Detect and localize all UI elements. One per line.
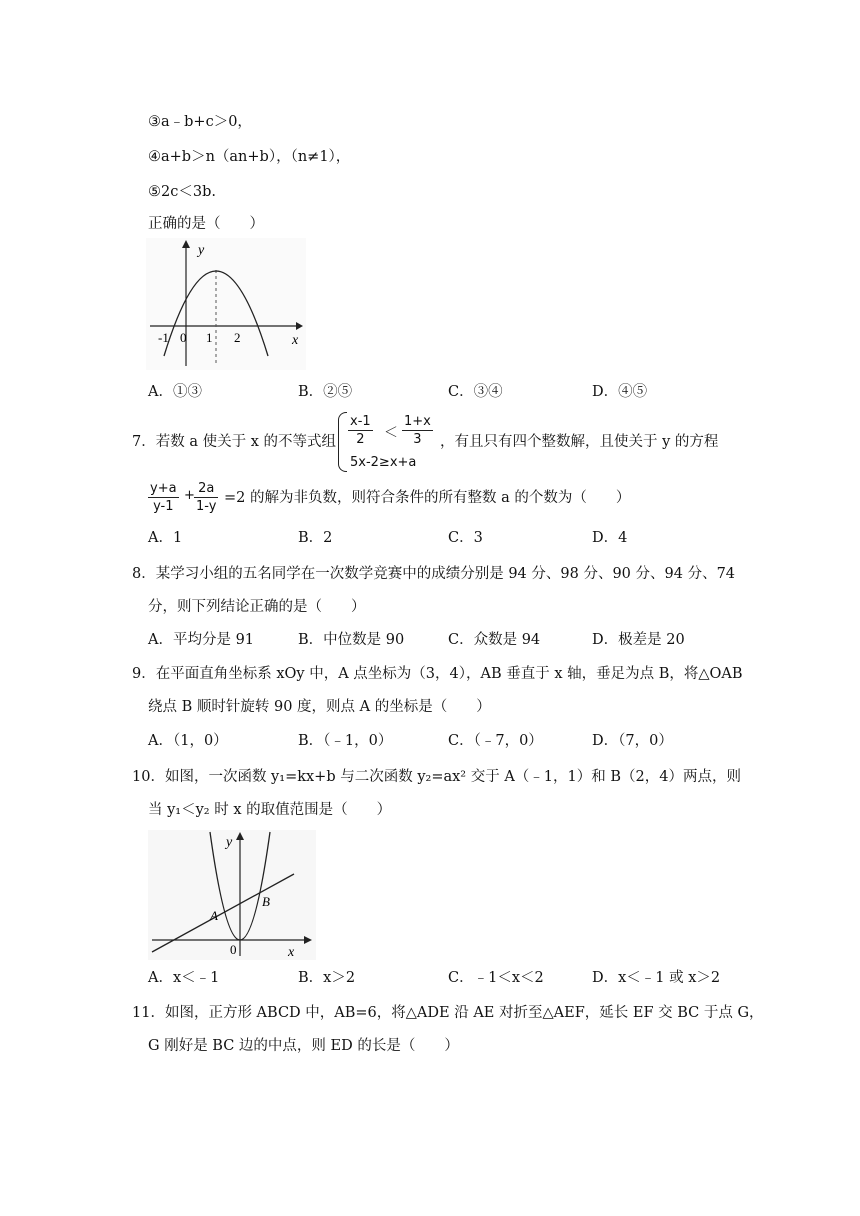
q6-option-a[interactable]: A．①③ xyxy=(148,384,202,400)
q7-eq-f1-den: y-1 xyxy=(153,499,174,514)
q6-item-4: ④a+b＞n（an+b），（n≠1）， xyxy=(148,149,351,165)
q7-ineq1-left-num: x-1 xyxy=(350,414,371,429)
q10-origin-label: 0 xyxy=(230,942,237,957)
q7-after: ，有且只有四个整数解，且使关于 y 的方程 xyxy=(440,434,719,450)
q10-option-d[interactable]: D．x＜﹣1 或 x＞2 xyxy=(592,970,721,986)
q8-option-b[interactable]: B．中位数是 90 xyxy=(298,632,405,648)
q7-eq-fraction-2 xyxy=(194,480,218,515)
q7-eq-f2-num: 2a xyxy=(194,480,218,498)
q10-point-a-label: A xyxy=(210,908,218,923)
q9-option-d[interactable]: D．（7，0） xyxy=(592,733,673,749)
q6-prompt: 正确的是（ ） xyxy=(148,216,264,232)
q7-option-c[interactable]: C．3 xyxy=(448,530,483,546)
q7-intro: 7．若数 a 使关于 x 的不等式组 xyxy=(132,434,336,450)
q10-option-c[interactable]: C．﹣1＜x＜2 xyxy=(448,970,544,986)
q6-option-b[interactable]: B．②⑤ xyxy=(298,384,353,400)
q10-option-b[interactable]: B．x＞2 xyxy=(298,970,356,986)
q10-x-label: x xyxy=(288,945,295,960)
q6-item-3: ③a﹣b+c＞0， xyxy=(148,114,252,130)
q6-option-d[interactable]: D．④⑤ xyxy=(592,384,648,400)
q8-line-1: 8．某学习小组的五名同学在一次数学竞赛中的成绩分别是 94 分、98 分、90 分、94 分、74 xyxy=(132,566,736,582)
q10-y-label: y xyxy=(226,835,233,850)
q10-option-a[interactable]: A．x＜﹣1 xyxy=(148,970,220,986)
q7-eq-rest: =2 的解为非负数，则符合条件的所有整数 a 的个数为（ ） xyxy=(224,490,631,506)
q7-eq-plus: + xyxy=(184,488,195,503)
q6-tick-1: 1 xyxy=(206,330,213,345)
q11-line-1: 11．如图，正方形 ABCD 中，AB=6，将△ADE 沿 AE 对折至△AEF，延长 EF 交 BC 于点 G， xyxy=(132,1005,764,1021)
q7-option-b[interactable]: B．2 xyxy=(298,530,333,546)
q6-parabola-figure xyxy=(146,238,306,370)
q9-option-c[interactable]: C．（﹣7，0） xyxy=(448,733,543,749)
q7-ineq1-right xyxy=(402,413,433,448)
q6-tick-2: 2 xyxy=(234,330,241,345)
q9-line-1: 9．在平面直角坐标系 xOy 中，A 点坐标为（3，4），AB 垂直于 x 轴，垂足为点 B，将△OAB xyxy=(132,666,743,682)
q7-eq-f2-den: 1-y xyxy=(196,499,217,514)
q7-ineq1-left-den: 2 xyxy=(356,432,365,447)
q8-line-2: 分，则下列结论正确的是（ ） xyxy=(148,599,366,615)
q6-option-c[interactable]: C．③④ xyxy=(448,384,503,400)
q10-point-b-label: B xyxy=(262,894,270,909)
q7-eq-f1-num: y+a xyxy=(150,481,177,496)
q7-ineq1-left xyxy=(348,413,373,448)
q7-option-d[interactable]: D．4 xyxy=(592,530,628,546)
q6-tick-neg1: -1 xyxy=(158,330,169,345)
q9-line-2: 绕点 B 顺时针旋转 90 度，则点 A 的坐标是（ ） xyxy=(148,699,491,715)
q8-option-d[interactable]: D．极差是 20 xyxy=(592,632,685,648)
q9-option-b[interactable]: B．（﹣1，0） xyxy=(298,733,393,749)
q10-graph-figure xyxy=(148,830,316,960)
q6-item-5: ⑤2c＜3b. xyxy=(148,184,216,200)
q7-eq-fraction-1 xyxy=(148,480,179,515)
q7-ineq1-relation: ＜ xyxy=(384,425,398,441)
q6-y-label: y xyxy=(198,243,205,258)
q8-option-a[interactable]: A．平均分是 91 xyxy=(148,632,255,648)
q10-line-1: 10．如图，一次函数 y₁=kx+b 与二次函数 y₂=ax² 交于 A（﹣1，1）和 B（2，4）两点，则 xyxy=(132,769,741,785)
q10-line-2: 当 y₁＜y₂ 时 x 的取值范围是（ ） xyxy=(148,802,392,818)
q7-system-brace xyxy=(338,412,347,472)
q7-ineq2: 5x-2≥x+a xyxy=(350,455,417,470)
q7-ineq1-right-den: 3 xyxy=(413,432,422,447)
q6-x-label: x xyxy=(292,333,299,348)
q7-ineq1-right-num: 1+x xyxy=(404,414,431,429)
q9-option-a[interactable]: A．（1，0） xyxy=(148,733,228,749)
q6-tick-0: 0 xyxy=(180,330,187,345)
q8-option-c[interactable]: C．众数是 94 xyxy=(448,632,541,648)
q11-line-2: G 刚好是 BC 边的中点，则 ED 的长是（ ） xyxy=(148,1038,459,1054)
q7-option-a[interactable]: A．1 xyxy=(148,530,183,546)
